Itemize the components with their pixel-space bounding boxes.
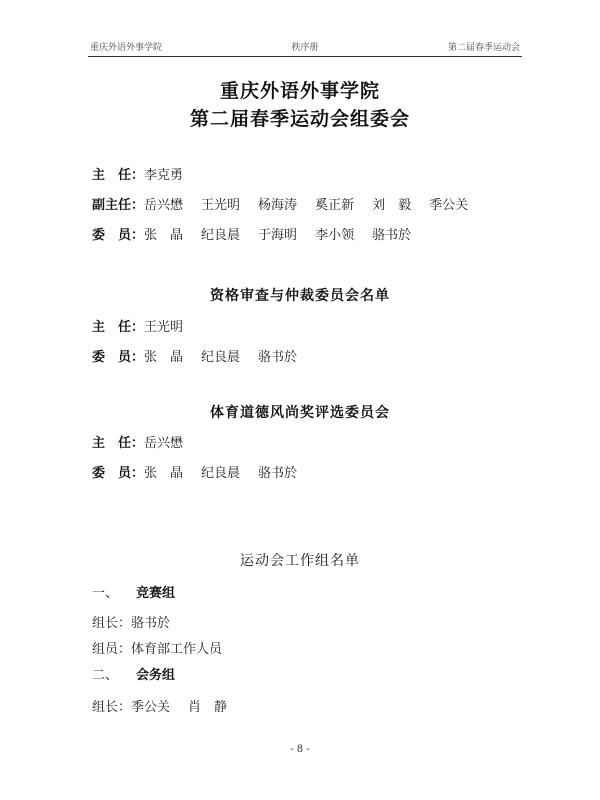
group-leader-row [92, 696, 245, 715]
header-book-title: 秩序册 [291, 43, 319, 53]
member-name: 纪良晨 [201, 466, 241, 481]
doc-title-line2: 第二届春季运动会组委会 [189, 108, 410, 130]
member-name: 李小领 [315, 228, 355, 243]
vice-name: 王光明 [201, 198, 241, 213]
group-number: 二、 [92, 668, 119, 683]
committee-vice-row [92, 194, 486, 213]
chair-name: 王光明 [144, 320, 184, 335]
ethics-members-row [92, 462, 315, 481]
page-header [90, 38, 520, 56]
vice-name: 季公关 [429, 198, 469, 213]
staff-value: 体育部工作人员 [131, 642, 223, 657]
member-name: 骆书於 [372, 228, 412, 243]
group-heading-competition [92, 582, 175, 601]
leader-label: 组长： [92, 616, 132, 631]
header-school: 重庆外语外事学院 [90, 43, 163, 53]
member-name: 纪良晨 [201, 228, 241, 243]
vice-name: 杨海涛 [258, 198, 298, 213]
group-heading-affairs [92, 664, 175, 683]
members-label: 委 员： [92, 350, 145, 365]
member-name: 张 晶 [144, 350, 184, 365]
member-name: 张 晶 [144, 228, 184, 243]
vice-name: 奚正新 [315, 198, 355, 213]
vice-label: 副主任： [92, 198, 145, 213]
leader-name: 肖 静 [188, 700, 228, 715]
header-rule [88, 56, 522, 57]
member-name: 骆书於 [258, 466, 298, 481]
staff-label: 组员： [92, 642, 132, 657]
qualification-chair-row [92, 316, 201, 335]
members-label: 委 员： [92, 466, 145, 481]
group-name: 会务组 [136, 668, 176, 683]
member-name: 纪良晨 [201, 350, 241, 365]
member-name: 骆书於 [258, 350, 298, 365]
vice-name: 岳兴懋 [144, 198, 184, 213]
committee-members-row [92, 224, 429, 243]
committee-chair-row [92, 164, 201, 183]
group-number: 一、 [92, 586, 119, 601]
group-name: 竞赛组 [136, 586, 176, 601]
leader-name: 骆书於 [131, 616, 171, 631]
vice-name: 刘 毅 [372, 198, 412, 213]
qualification-members-row [92, 346, 315, 365]
work-groups-title: 运动会工作组名单 [240, 553, 360, 569]
doc-title-line1: 重庆外语外事学院 [219, 80, 380, 102]
chair-name: 岳兴懋 [144, 436, 184, 451]
qualification-title: 资格审查与仲裁委员会名单 [210, 288, 390, 304]
leader-name: 季公关 [131, 700, 171, 715]
chair-label: 主 任： [92, 168, 145, 183]
member-name: 于海明 [258, 228, 298, 243]
group-staff-row [92, 638, 222, 657]
chair-label: 主 任： [92, 320, 145, 335]
chair-label: 主 任： [92, 436, 145, 451]
header-event: 第二届春季运动会 [447, 43, 520, 53]
ethics-chair-row [92, 432, 201, 451]
page-number: - 8 - [290, 744, 310, 755]
ethics-title: 体育道德风尚奖评选委员会 [210, 405, 390, 421]
members-label: 委 员： [92, 228, 145, 243]
chair-name: 李克勇 [144, 168, 184, 183]
member-name: 张 晶 [144, 466, 184, 481]
leader-label: 组长： [92, 700, 132, 715]
group-leader-row [92, 612, 170, 631]
